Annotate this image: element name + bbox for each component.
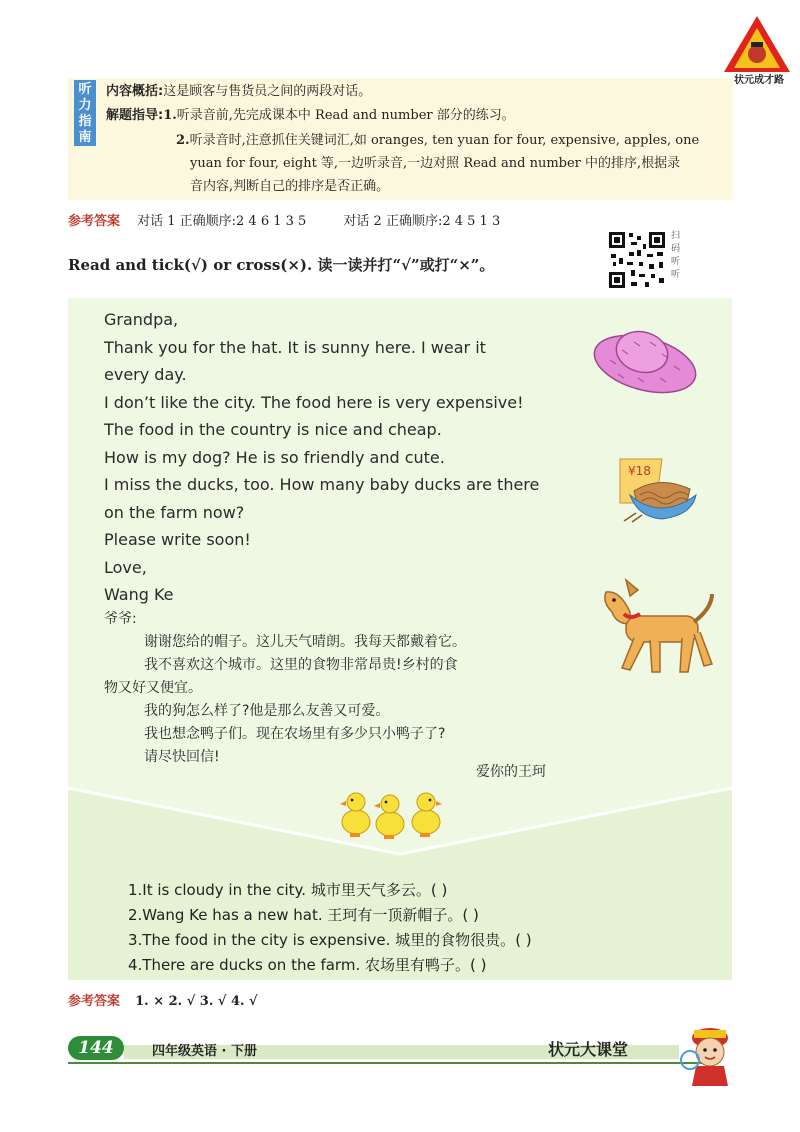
letter-line: on the farm now? bbox=[104, 502, 245, 522]
answer-label: 参考答案 bbox=[68, 994, 121, 1009]
tab-char: 听 bbox=[78, 82, 92, 97]
footer-divider bbox=[68, 1062, 708, 1064]
tip2-line1 bbox=[176, 131, 699, 151]
logo-text: 状元成才路 bbox=[734, 75, 784, 86]
letter-line: I miss the ducks, too. How many baby ducks are there bbox=[104, 475, 540, 494]
mascot-icon bbox=[680, 1020, 750, 1090]
qr-caption-char: 码 bbox=[671, 244, 681, 254]
series-title: 状元大课堂 bbox=[548, 1040, 629, 1059]
summary-text: 这是顾客与售货员之间的两段对话。 bbox=[163, 84, 372, 99]
question-cn: 王珂有一顶新帽子。 bbox=[327, 906, 463, 924]
answer-blank[interactable]: ( ) bbox=[515, 931, 532, 949]
answer-dialog-1: 对话 1 正确顺序:2 4 6 1 3 5 bbox=[137, 214, 307, 229]
tip2-num: 2. bbox=[176, 133, 190, 148]
letter-line: Thank you for the hat. It is sunny here. I wear it bbox=[104, 337, 486, 357]
tip2-line3: 音内容,判断自己的排序是否正确。 bbox=[190, 179, 390, 194]
letter-cn-greeting: 爷爷: bbox=[104, 611, 137, 627]
page-number: 144 bbox=[68, 1036, 124, 1060]
summary-line bbox=[106, 82, 371, 102]
tab-char: 力 bbox=[78, 98, 92, 113]
answer-values: 1. × 2. √ 3. √ 4. √ bbox=[135, 994, 258, 1009]
exercise-instruction: Read and tick(√) or cross(×). 读一读并打“√”或打“×”。 bbox=[68, 256, 495, 274]
question-en: 3.The food in the city is expensive. bbox=[128, 931, 391, 949]
answer-label: 参考答案 bbox=[68, 214, 121, 229]
tip1-text: 听录音前,先完成课本中 Read and number 部分的练习。 bbox=[176, 108, 515, 123]
tip2-line2: yuan for four, eight 等,一边听录音,一边对照 Read and number 中的排序,根据录 bbox=[190, 156, 681, 171]
tab-char: 指 bbox=[78, 114, 92, 129]
question-en: 1.It is cloudy in the city. bbox=[128, 881, 307, 899]
tab-char: 南 bbox=[78, 130, 92, 145]
answer-blank[interactable]: ( ) bbox=[462, 906, 479, 924]
answer-key-2 bbox=[68, 990, 258, 1009]
qr-caption-char: 扫 bbox=[671, 231, 681, 241]
qr-caption-char: 听 bbox=[671, 257, 681, 267]
qr-caption-char: 听 bbox=[671, 270, 681, 280]
letter-cn-line: 我的狗怎么样了?他是那么友善又可爱。 bbox=[144, 703, 390, 719]
letter-cn-line: 我也想念鸭子们。现在农场里有多少只小鸭子了? bbox=[144, 726, 446, 742]
question-cn: 农场里有鸭子。 bbox=[365, 956, 471, 974]
question-item bbox=[128, 953, 532, 978]
summary-label: 内容概括: bbox=[106, 84, 164, 99]
letter-line: Wang Ke bbox=[104, 585, 174, 604]
qr-caption bbox=[671, 230, 683, 282]
letter-line: Please write soon! bbox=[104, 530, 251, 549]
tips-label: 解题指导: bbox=[106, 108, 164, 123]
book-title: 四年级英语 · 下册 bbox=[152, 1044, 257, 1059]
listening-guide-tab bbox=[74, 80, 96, 146]
question-item bbox=[128, 928, 532, 953]
letter-cn-line: 物又好又便宜。 bbox=[104, 680, 202, 696]
letter-line: The food in the country is nice and cheap. bbox=[104, 420, 442, 439]
tip1-line bbox=[106, 106, 515, 126]
letter-cn-line: 谢谢您给的帽子。这儿天气晴朗。我每天都戴着它。 bbox=[144, 634, 466, 650]
ducks-icon bbox=[338, 786, 450, 842]
answer-blank[interactable]: ( ) bbox=[430, 881, 448, 899]
letter-cn-line: 请尽快回信! bbox=[144, 749, 220, 765]
qr-code-icon[interactable] bbox=[607, 230, 667, 290]
answer-key-1 bbox=[68, 210, 500, 229]
tip1-num: 1. bbox=[163, 108, 177, 123]
letter-line: Love, bbox=[104, 557, 147, 577]
letter-line: How is my dog? He is so friendly and cute. bbox=[104, 447, 445, 467]
question-item bbox=[128, 878, 532, 903]
dog-icon bbox=[600, 572, 718, 684]
letter-cn-signature: 爱你的王珂 bbox=[476, 764, 546, 780]
question-en: 4.There are ducks on the farm. bbox=[128, 956, 361, 974]
question-en: 2.Wang Ke has a new hat. bbox=[128, 906, 323, 924]
price-tag: ¥18 bbox=[628, 464, 651, 478]
answer-dialog-2: 对话 2 正确顺序:2 4 5 1 3 bbox=[343, 214, 501, 229]
question-list bbox=[128, 878, 532, 978]
question-item bbox=[128, 903, 532, 928]
letter-line: I don’t like the city. The food here is very expensive! bbox=[104, 392, 524, 412]
letter-line: every day. bbox=[104, 365, 187, 384]
letter-english bbox=[104, 306, 539, 609]
sun-hat-icon bbox=[590, 320, 700, 395]
answer-blank[interactable]: ( ) bbox=[470, 956, 487, 974]
letter-line: Grandpa, bbox=[104, 310, 179, 329]
letter-cn-line: 我不喜欢这个城市。这里的食物非常昂贵!乡村的食 bbox=[144, 657, 458, 673]
tip2-text: 听录音时,注意抓住关键词汇,如 oranges, ten yuan for four, expensive, apples, one bbox=[189, 133, 700, 148]
question-cn: 城市里天气多云。 bbox=[310, 881, 431, 899]
question-cn: 城里的食物很贵。 bbox=[395, 931, 516, 949]
